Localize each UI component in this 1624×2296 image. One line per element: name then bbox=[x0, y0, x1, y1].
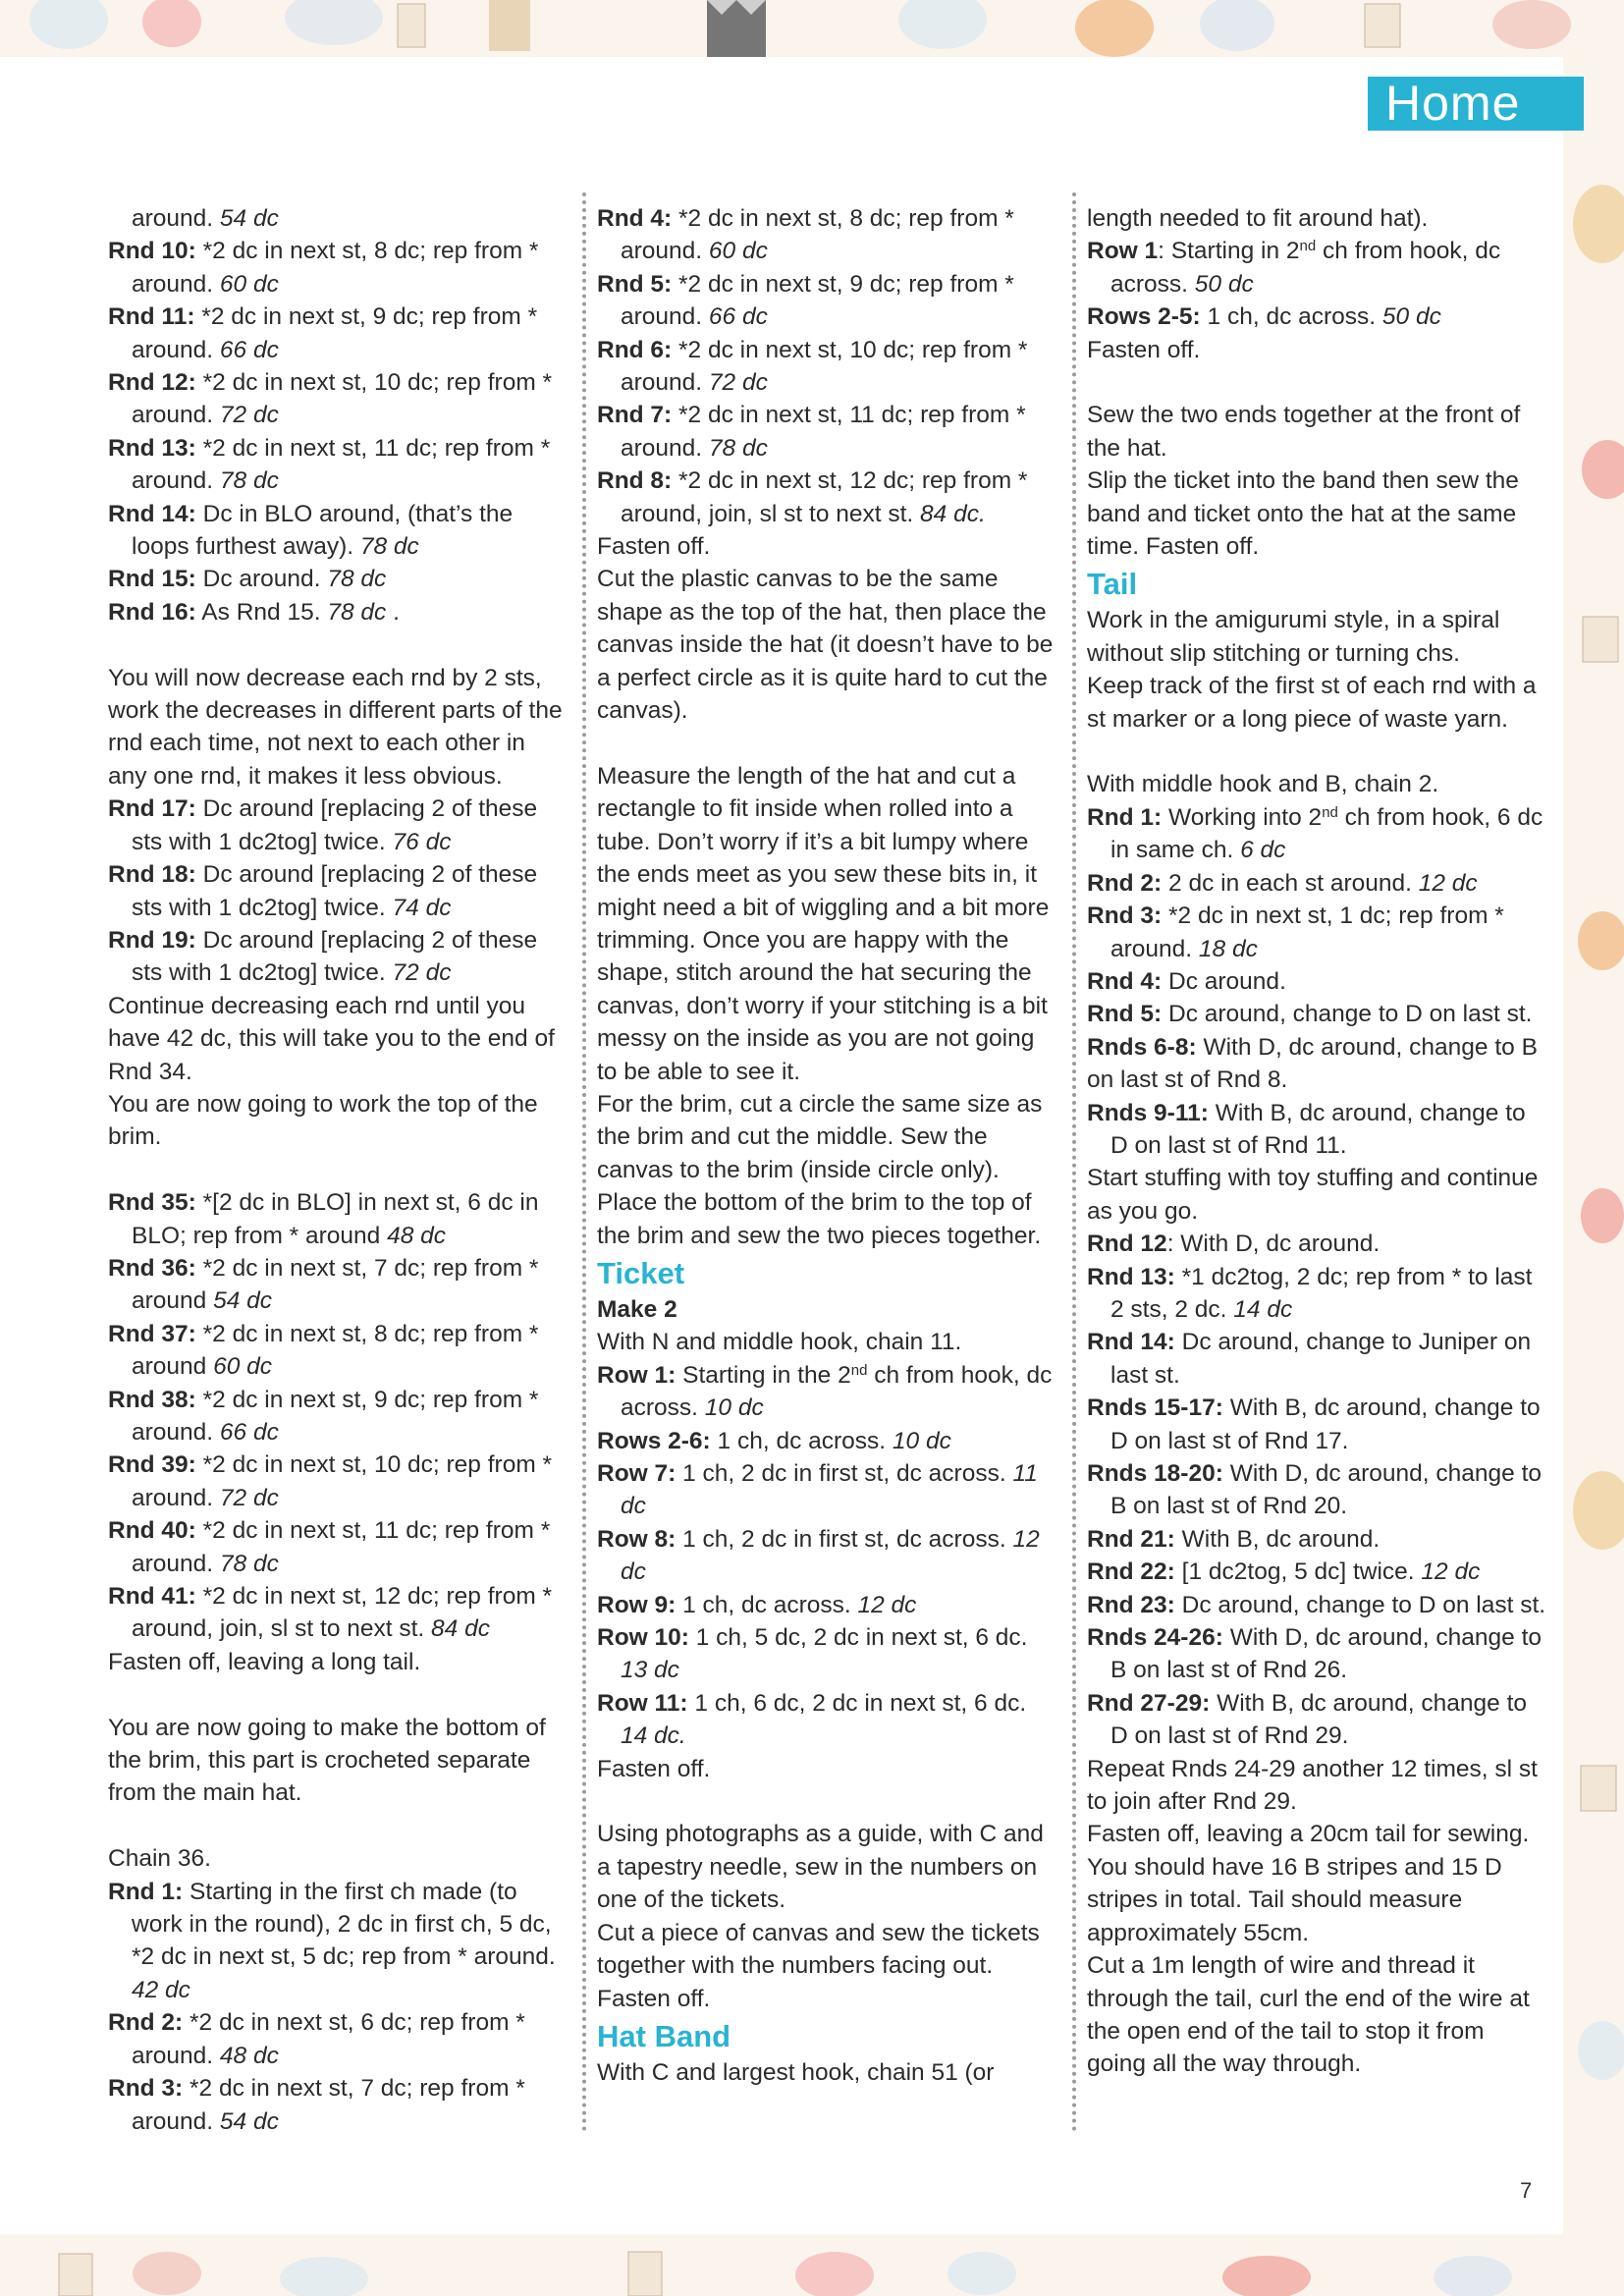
pattern-row bbox=[597, 399, 1058, 465]
row-label: Rnds 9-11: bbox=[1087, 1099, 1209, 1126]
pattern-row bbox=[1087, 1392, 1548, 1457]
decorative-border-top bbox=[0, 0, 1624, 57]
paragraph: Work in the amigurumi style, in a spiral without slip stitching or turning chs. bbox=[1087, 607, 1500, 667]
row-instruction: Dc around [replacing 2 of these sts with 1 dc2tog] twice. bbox=[132, 926, 538, 987]
row-label: Rnd 4: bbox=[597, 205, 673, 232]
pattern-row bbox=[1087, 1457, 1548, 1523]
row-label: Rnd 27-29: bbox=[1087, 1689, 1211, 1717]
paragraph: With C and largest hook, chain 51 (or bbox=[597, 2058, 995, 2086]
spacer bbox=[597, 1785, 1058, 1818]
row-instruction: : Starting in 2 bbox=[1158, 238, 1300, 265]
row-label: Rnd 39: bbox=[108, 1451, 196, 1479]
row-instruction: *2 dc in next st, 11 dc; rep from * around. bbox=[132, 434, 551, 495]
row-instruction: Dc around. bbox=[1162, 967, 1286, 995]
row-instruction: *2 dc in next st, 7 dc; rep from * around bbox=[132, 1254, 539, 1315]
pattern-row bbox=[108, 235, 569, 301]
stitch-count: 78 dc bbox=[219, 1550, 279, 1577]
pattern-row bbox=[597, 1523, 1058, 1589]
spacer bbox=[108, 1154, 569, 1186]
stitch-count: 12 dc bbox=[1418, 869, 1478, 897]
page-number: 7 bbox=[1520, 2178, 1533, 2203]
pattern-row bbox=[1087, 900, 1548, 965]
paragraph: Fasten off. bbox=[597, 1755, 711, 1782]
decorative-border-bottom bbox=[0, 2234, 1624, 2296]
stitch-count: 78 dc bbox=[327, 598, 387, 626]
pattern-row bbox=[108, 563, 569, 595]
row-instruction: *2 dc in next st, 7 dc; rep from * around. bbox=[132, 2075, 525, 2135]
row-label: Row 8: bbox=[597, 1525, 677, 1553]
pattern-row bbox=[597, 1687, 1058, 1753]
stitch-count: 10 dc bbox=[892, 1427, 951, 1454]
stitch-count: 72 dc bbox=[219, 402, 279, 429]
pattern-row bbox=[1087, 801, 1548, 867]
row-label: Rnd 35: bbox=[108, 1189, 196, 1217]
row-label: Row 1 bbox=[1087, 238, 1159, 265]
stitch-count: 78 dc bbox=[359, 533, 419, 561]
paragraph: Slip the ticket into the band then sew the band and ticket onto the hat at the same time. Fasten off. bbox=[1087, 467, 1519, 561]
row-label: Rows 2-5: bbox=[1087, 303, 1201, 331]
paragraph: For the brim, cut a circle the same size as the brim and cut the middle. Sew the canvas to the brim (inside circle only). Place the bottom of the brim to the top of the brim and sew the two pieces together. bbox=[597, 1090, 1043, 1249]
row-label: Rnd 36: bbox=[108, 1254, 196, 1282]
row-instruction: *2 dc in next st, 6 dc; rep from * around. bbox=[132, 2009, 525, 2069]
stitch-count: 78 dc bbox=[327, 566, 387, 593]
pattern-row bbox=[597, 334, 1058, 400]
stitch-count: 78 dc bbox=[708, 434, 768, 462]
border-illustrations-right bbox=[1563, 57, 1624, 2234]
paragraph: Keep track of the first st of each rnd with a st marker or a long piece of waste yarn. bbox=[1087, 673, 1537, 733]
row-instruction: 2 dc in each st around. bbox=[1162, 869, 1419, 897]
row-instruction: 1 ch, 2 dc in first st, dc across. bbox=[676, 1525, 1013, 1553]
row-label: Rnd 1: bbox=[1087, 803, 1163, 831]
row-label: Rnds 24-26: bbox=[1087, 1624, 1223, 1652]
row-instruction: With B, dc around. bbox=[1174, 1525, 1380, 1553]
stitch-count: 66 dc bbox=[219, 1419, 279, 1446]
row-label: Rnd 19: bbox=[108, 926, 196, 954]
pattern-row bbox=[108, 1186, 569, 1252]
pattern-row bbox=[1087, 1621, 1548, 1687]
row-instruction: *2 dc in next st, 11 dc; rep from * around. bbox=[132, 1517, 551, 1577]
row-instruction: With D, dc around, change to B on last st of Rnd 26. bbox=[1110, 1624, 1543, 1684]
paragraph: With middle hook and B, chain 2. bbox=[1087, 771, 1439, 798]
paragraph: length needed to fit around hat). bbox=[1087, 205, 1429, 232]
row-instruction: *2 dc in next st, 10 dc; rep from * around. bbox=[132, 1451, 553, 1511]
pattern-row bbox=[108, 1384, 569, 1449]
pattern-row bbox=[597, 1621, 1058, 1687]
pattern-row bbox=[108, 858, 569, 924]
row-instruction: Dc around, change to D on last st. bbox=[1162, 1001, 1533, 1028]
paragraph: Fasten off. bbox=[1087, 336, 1201, 363]
row-label: Rnd 14: bbox=[108, 500, 196, 527]
section-heading: Hat Band bbox=[597, 2018, 731, 2053]
row-instruction: Starting in the first ch made (to work in the round), 2 dc in first ch, 5 dc, *2 dc in next st, 5 dc; rep from * around. bbox=[132, 1878, 556, 1971]
pattern-row bbox=[108, 498, 569, 564]
row-label: Rnd 8: bbox=[597, 467, 673, 495]
spacer bbox=[597, 728, 1058, 760]
pattern-row bbox=[597, 268, 1058, 334]
row-instruction: *[2 dc in BLO] in next st, 6 dc in BLO; rep from * around bbox=[132, 1189, 539, 1249]
row-label: Rows 2-6: bbox=[597, 1427, 711, 1454]
row-instruction: *2 dc in next st, 8 dc; rep from * around bbox=[132, 1320, 539, 1381]
row-label: Row 1: bbox=[597, 1361, 677, 1389]
pattern-row bbox=[597, 1359, 1058, 1425]
paragraph: Repeat Rnds 24-29 another 12 times, sl st to join after Rnd 29. bbox=[1087, 1755, 1538, 1816]
pattern-row bbox=[108, 301, 569, 366]
row-instruction: *2 dc in next st, 9 dc; rep from * around. bbox=[132, 1386, 539, 1446]
row-label: Rnd 38: bbox=[108, 1386, 196, 1413]
pattern-row bbox=[1087, 1261, 1548, 1327]
row-label: Rnds 6-8: bbox=[1087, 1033, 1197, 1061]
pattern-row bbox=[108, 1580, 569, 1646]
row-label: Rnd 10: bbox=[108, 238, 196, 265]
row-instruction: As Rnd 15. bbox=[195, 598, 328, 626]
row-instruction: *2 dc in next st, 12 dc; rep from * around, join, sl st to next st. bbox=[621, 467, 1028, 527]
row-label: Rnd 2: bbox=[1087, 869, 1163, 897]
decorative-border-right bbox=[1563, 57, 1624, 2234]
row-instruction: 1 ch, dc across. bbox=[1200, 303, 1382, 331]
paragraph: You will now decrease each rnd by 2 sts, work the decreases in different parts of the rnd each time, not next to each other in any one rnd, it makes it less obvious. bbox=[108, 664, 563, 790]
row-instruction: *2 dc in next st, 12 dc; rep from * around, join, sl st to next st. bbox=[132, 1583, 553, 1643]
paragraph: Fasten off. bbox=[597, 533, 711, 561]
row-instruction: Dc around. bbox=[195, 566, 328, 593]
pattern-row bbox=[1087, 1523, 1548, 1556]
stitch-count: 48 dc bbox=[219, 2042, 279, 2069]
row-instruction: *2 dc in next st, 9 dc; rep from * around. bbox=[621, 270, 1014, 331]
pattern-row bbox=[1087, 1228, 1548, 1260]
stitch-count: 50 dc bbox=[1381, 303, 1441, 331]
row-label: Rnd 17: bbox=[108, 795, 196, 823]
row-label: Rnd 16: bbox=[108, 598, 196, 626]
spacer bbox=[108, 629, 569, 661]
paragraph: Fasten off. bbox=[597, 1985, 711, 2012]
stitch-count: 84 dc. bbox=[920, 500, 986, 527]
row-instruction: With B, dc around, change to D on last st of Rnd 17. bbox=[1110, 1394, 1541, 1454]
column-1 bbox=[108, 202, 569, 2138]
paragraph: Cut a piece of canvas and sew the tickets together with the numbers facing out. bbox=[597, 1919, 1040, 1980]
paragraph: Start stuffing with toy stuffing and continue as you go. bbox=[1087, 1165, 1539, 1225]
stitch-count: 14 dc. bbox=[621, 1722, 686, 1750]
stitch-count: 60 dc bbox=[219, 270, 279, 298]
row-instruction: With D, dc around, change to B on last st of Rnd 8. bbox=[1087, 1033, 1538, 1094]
pattern-row bbox=[597, 465, 1058, 530]
row-instruction: *2 dc in next st, 10 dc; rep from * around. bbox=[621, 336, 1028, 397]
pattern-row bbox=[597, 1457, 1058, 1523]
row-label: Rnd 5: bbox=[597, 270, 673, 298]
stitch-count: 66 dc bbox=[219, 336, 279, 363]
pattern-row bbox=[108, 366, 569, 432]
paragraph: Measure the length of the hat and cut a rectangle to fit inside when rolled into a tube. Don’t worry if it’s a bit lumpy where the ends meet as you sew these bits in, it might need a bit of wiggling and a bit more trimming. Once you are happy with the shape, stitch around the hat securing the canvas, don’t worry if your stitching is a bit messy on the inside as you are not going to be able to see it. bbox=[597, 762, 1050, 1085]
stitch-count: 10 dc bbox=[704, 1394, 764, 1422]
row-instruction: *2 dc in next st, 8 dc; rep from * around. bbox=[132, 238, 539, 298]
stitch-count: 14 dc bbox=[1233, 1295, 1293, 1323]
section-heading: Ticket bbox=[597, 1255, 685, 1290]
paragraph: You should have 16 B stripes and 15 D stripes in total. Tail should measure approximately 55cm. bbox=[1087, 1853, 1502, 1946]
stitch-count: 12 dc bbox=[857, 1591, 917, 1618]
pattern-row bbox=[108, 1318, 569, 1384]
paragraph: Cut a 1m length of wire and thread it through the tail, curl the end of the wire at the open end of the tail to stop it from going all the way through. bbox=[1087, 1952, 1530, 2078]
row-label: Rnd 18: bbox=[108, 861, 196, 889]
stitch-count: 11 dc bbox=[621, 1460, 1038, 1520]
ordinal-suffix: nd bbox=[1299, 238, 1317, 255]
pattern-row bbox=[1087, 1326, 1548, 1392]
pattern-row bbox=[597, 1425, 1058, 1457]
stitch-count: 72 dc bbox=[708, 369, 768, 397]
paragraph: Chain 36. bbox=[108, 1845, 211, 1873]
stitch-count: 42 dc bbox=[132, 1976, 190, 2003]
pattern-row bbox=[108, 793, 569, 858]
paragraph: Fasten off, leaving a long tail. bbox=[108, 1648, 421, 1675]
row-label: Rnd 37: bbox=[108, 1320, 196, 1347]
row-instruction: Working into 2 bbox=[1162, 803, 1323, 831]
row-instruction: ch from hook, dc across. bbox=[621, 1361, 1053, 1422]
row-instruction: Dc around, change to D on last st. bbox=[1174, 1591, 1546, 1618]
row-instruction: *2 dc in next st, 11 dc; rep from * around. bbox=[621, 402, 1026, 462]
row-instruction: With B, dc around, change to D on last st of Rnd 29. bbox=[1110, 1689, 1528, 1750]
row-label: Rnd 15: bbox=[108, 566, 196, 593]
row-instruction: *2 dc in next st, 9 dc; rep from * around. bbox=[132, 303, 538, 363]
row-label: Rnd 3: bbox=[108, 2075, 184, 2103]
pattern-row bbox=[108, 1514, 569, 1580]
row-instruction: Dc in BLO around, (that’s the loops furthest away). bbox=[132, 500, 514, 561]
spacer bbox=[108, 1678, 569, 1711]
row-instruction: : With D, dc around. bbox=[1166, 1230, 1380, 1258]
paragraph: You are now going to work the top of the brim. bbox=[108, 1090, 538, 1151]
row-instruction: *2 dc in next st, 8 dc; rep from * around. bbox=[621, 205, 1014, 265]
row-instruction: 1 ch, 2 dc in first st, dc across. bbox=[676, 1460, 1013, 1488]
stitch-count: 74 dc bbox=[392, 894, 452, 921]
spacer bbox=[1087, 366, 1548, 399]
spacer bbox=[1087, 736, 1548, 768]
row-instruction: 1 ch, dc across. bbox=[710, 1427, 893, 1454]
row-label: Rnd 2: bbox=[108, 2009, 184, 2037]
row-instruction: *2 dc in next st, 10 dc; rep from * around. bbox=[132, 369, 553, 429]
row-instruction: around. bbox=[132, 205, 220, 232]
stitch-count: 60 dc bbox=[708, 238, 768, 265]
row-instruction: ch from hook, dc across. bbox=[1110, 238, 1501, 298]
stitch-count: 76 dc bbox=[392, 828, 452, 855]
stitch-count: 84 dc bbox=[431, 1615, 490, 1643]
pattern-row bbox=[597, 202, 1058, 268]
row-label: Rnd 13: bbox=[1087, 1263, 1175, 1290]
pattern-row bbox=[108, 1252, 569, 1318]
row-label: Row 9: bbox=[597, 1591, 677, 1618]
pattern-row bbox=[108, 432, 569, 498]
row-instruction: [1 dc2tog, 5 dc] twice. bbox=[1174, 1558, 1422, 1586]
pattern-row bbox=[1087, 1556, 1548, 1588]
row-label: Rnd 14: bbox=[1087, 1329, 1175, 1356]
row-label: Rnds 18-20: bbox=[1087, 1460, 1223, 1487]
section-tab: Home bbox=[1368, 77, 1584, 131]
row-label: Rnd 5: bbox=[1087, 1001, 1163, 1028]
row-instruction: Dc around, change to Juniper on last st. bbox=[1110, 1329, 1532, 1389]
row-instruction: Dc around [replacing 2 of these sts with 1 dc2tog] twice. bbox=[132, 795, 538, 855]
pattern-row bbox=[1087, 867, 1548, 900]
paragraph: You are now going to make the bottom of the brim, this part is crocheted separate from the main hat. bbox=[108, 1714, 546, 1807]
pattern-row bbox=[1087, 1589, 1548, 1621]
pattern-row bbox=[1087, 1031, 1548, 1097]
border-illustrations-bottom bbox=[0, 2234, 1624, 2296]
paragraph: With N and middle hook, chain 11. bbox=[597, 1329, 962, 1356]
row-instruction: ch from hook, 6 dc in same ch. bbox=[1110, 803, 1543, 864]
stitch-count: 54 dc bbox=[213, 1287, 273, 1315]
stitch-count: 66 dc bbox=[708, 303, 768, 331]
row-instruction: Starting in the 2 bbox=[676, 1361, 851, 1389]
row-label: Row 11: bbox=[597, 1689, 688, 1717]
row-instruction: *2 dc in next st, 1 dc; rep from * around. bbox=[1110, 902, 1504, 962]
row-instruction: Dc around [replacing 2 of these sts with 1 dc2tog] twice. bbox=[132, 861, 538, 921]
row-instruction: 1 ch, dc across. bbox=[676, 1591, 858, 1618]
pattern-row bbox=[597, 1589, 1058, 1621]
stitch-count: 6 dc bbox=[1240, 837, 1286, 864]
pattern-row bbox=[108, 2006, 569, 2072]
row-instruction: With D, dc around, change to B on last st of Rnd 20. bbox=[1110, 1460, 1543, 1520]
column-2 bbox=[597, 202, 1058, 2089]
border-illustrations-top bbox=[0, 0, 1624, 57]
pattern-row bbox=[108, 1449, 569, 1514]
row-instruction: . bbox=[386, 598, 400, 626]
pattern-row bbox=[1087, 998, 1548, 1030]
pattern-row bbox=[1087, 1097, 1548, 1163]
ordinal-suffix: nd bbox=[850, 1361, 868, 1379]
pattern-row bbox=[108, 2072, 569, 2138]
stitch-count: 18 dc bbox=[1198, 935, 1258, 962]
column-3 bbox=[1087, 202, 1548, 2081]
instruction-subheading: Make 2 bbox=[597, 1295, 677, 1323]
paragraph: Sew the two ends together at the front of the hat. bbox=[1087, 402, 1521, 462]
row-label: Rnd 21: bbox=[1087, 1525, 1175, 1553]
row-label: Row 10: bbox=[597, 1624, 689, 1652]
row-label: Rnd 12 bbox=[1087, 1230, 1167, 1258]
row-label: Rnds 15-17: bbox=[1087, 1394, 1223, 1422]
column-divider bbox=[1072, 192, 1076, 2133]
row-label: Rnd 4: bbox=[1087, 967, 1163, 995]
row-instruction: 1 ch, 6 dc, 2 dc in next st, 6 dc. bbox=[687, 1689, 1027, 1717]
pattern-row bbox=[1087, 301, 1548, 333]
stitch-count: 54 dc bbox=[219, 2107, 279, 2135]
column-divider bbox=[582, 192, 586, 2133]
paragraph: Using photographs as a guide, with C and a tapestry needle, sew in the numbers on one of the tickets. bbox=[597, 1821, 1044, 1914]
row-label: Rnd 1: bbox=[108, 1878, 184, 1905]
paragraph: Fasten off, leaving a 20cm tail for sewing. bbox=[1087, 1821, 1530, 1848]
row-instruction: 1 ch, 5 dc, 2 dc in next st, 6 dc. bbox=[688, 1624, 1028, 1652]
pattern-row bbox=[1087, 965, 1548, 998]
row-label: Rnd 40: bbox=[108, 1517, 196, 1545]
stitch-count: 54 dc bbox=[219, 205, 279, 232]
stitch-count: 12 dc bbox=[1421, 1558, 1481, 1586]
row-label: Rnd 12: bbox=[108, 369, 196, 397]
pattern-row bbox=[1087, 235, 1548, 301]
stitch-count: 50 dc bbox=[1194, 270, 1254, 298]
pattern-row bbox=[108, 1876, 569, 2007]
row-label: Rnd 13: bbox=[108, 434, 196, 462]
pattern-row bbox=[108, 596, 569, 629]
row-label: Rnd 41: bbox=[108, 1583, 196, 1611]
pattern-row bbox=[1087, 1687, 1548, 1753]
stitch-count: 78 dc bbox=[219, 467, 279, 495]
row-label: Rnd 22: bbox=[1087, 1558, 1175, 1586]
pattern-row bbox=[108, 924, 569, 990]
row-label: Rnd 6: bbox=[597, 336, 673, 363]
ordinal-suffix: nd bbox=[1322, 803, 1338, 821]
pattern-row bbox=[108, 202, 569, 235]
stitch-count: 72 dc bbox=[392, 959, 452, 987]
section-heading: Tail bbox=[1087, 567, 1138, 602]
paragraph: Continue decreasing each rnd until you have 42 dc, this will take you to the end of Rnd 34. bbox=[108, 992, 555, 1085]
row-instruction: *1 dc2tog, 2 dc; rep from * to last 2 sts, 2 dc. bbox=[1110, 1263, 1533, 1323]
stitch-count: 72 dc bbox=[219, 1484, 279, 1511]
row-label: Rnd 11: bbox=[108, 303, 195, 331]
spacer bbox=[108, 1810, 569, 1842]
row-label: Rnd 3: bbox=[1087, 902, 1163, 930]
stitch-count: 12 dc bbox=[621, 1525, 1040, 1586]
row-instruction: With B, dc around, change to D on last st of Rnd 11. bbox=[1110, 1099, 1526, 1159]
row-label: Row 7: bbox=[597, 1460, 677, 1488]
row-label: Rnd 23: bbox=[1087, 1591, 1175, 1618]
row-label: Rnd 7: bbox=[597, 402, 673, 429]
stitch-count: 13 dc bbox=[621, 1657, 679, 1684]
stitch-count: 48 dc bbox=[387, 1222, 447, 1249]
stitch-count: 60 dc bbox=[213, 1353, 273, 1381]
paragraph: Cut the plastic canvas to be the same shape as the top of the hat, then place the canvas inside the hat (it doesn’t have to be a perfect circle as it is quite hard to cut the canvas). bbox=[597, 566, 1054, 725]
